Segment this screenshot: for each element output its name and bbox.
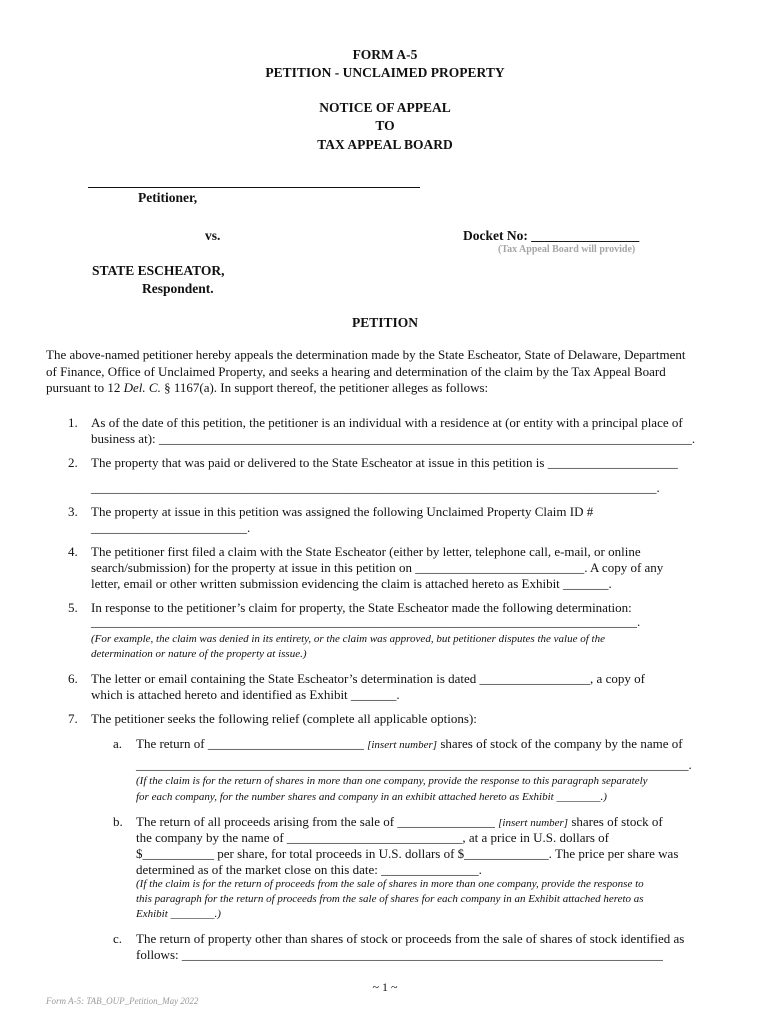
- item-1-line-1: As of the date of this petition, the petitioner is an individual with a residence at (or entity with a principal place of: [91, 415, 683, 430]
- item-2-property-field[interactable]: The property that was paid or delivered to the State Escheator at issue in this petition is ____________________: [91, 455, 678, 470]
- item-6-number: 6.: [68, 671, 78, 686]
- option-a-insert-number: [insert number]: [367, 739, 438, 751]
- intro-line-2: of Finance, Office of Unclaimed Property, and seeks a hearing and determination of the claim by the Tax Appeal Board: [46, 364, 666, 379]
- option-b-company-field[interactable]: the company by the name of ___________________________, at a price in U.S. dollars of: [136, 830, 609, 845]
- option-a-note-2: for each company, for the number shares and company in an exhibit attached hereto as Exhibit ________.): [136, 791, 607, 803]
- item-5-determination-field[interactable]: ____________________________________________________________________________________.: [91, 614, 641, 629]
- notice-of-appeal-title: NOTICE OF APPEAL: [319, 100, 451, 115]
- option-b-date-field[interactable]: determined as of the market close on this date: _______________.: [136, 862, 482, 877]
- option-b-text-end: shares of stock of: [568, 814, 663, 829]
- option-a-letter: a.: [113, 736, 123, 751]
- footer-form-id: Form A-5: TAB_OUP_Petition_May 2022: [46, 996, 199, 1006]
- item-3-claim-id-field[interactable]: ________________________.: [91, 520, 251, 535]
- item-2-property-field-cont[interactable]: _______________________________________________________________________________________.: [91, 480, 660, 495]
- option-a-note-1: (If the claim is for the return of shares in more than one company, provide the response to this paragraph separately: [136, 775, 648, 787]
- option-b-note-2: this paragraph for the return of proceeds from the sale of shares for each company in an Exhibit attached hereto as: [136, 893, 644, 905]
- option-b-insert-number: [insert number]: [498, 817, 569, 829]
- option-b-note-3: Exhibit ________.): [136, 908, 221, 920]
- intro-text-end: § 1167(a). In support thereof, the petitioner alleges as follows:: [160, 380, 489, 395]
- option-a-text: The return of ________________________: [136, 736, 368, 751]
- versus-label: vs.: [205, 228, 221, 243]
- item-1-number: 1.: [68, 415, 78, 430]
- petitioner-label: Petitioner,: [138, 190, 198, 205]
- respondent-label: Respondent.: [142, 281, 214, 296]
- option-a-company-field[interactable]: _____________________________________________________________________________________.: [136, 757, 692, 772]
- item-5-note-2: determination or nature of the property at issue.): [91, 648, 307, 660]
- item-4-exhibit-field[interactable]: letter, email or other written submission evidencing the claim is attached hereto as Exhibit _______.: [91, 576, 612, 591]
- item-5-number: 5.: [68, 600, 78, 615]
- respondent-name: STATE ESCHEATOR,: [92, 263, 225, 278]
- option-b-letter: b.: [113, 814, 123, 829]
- form-title: PETITION - UNCLAIMED PROPERTY: [265, 65, 505, 80]
- item-7-line-1: The petitioner seeks the following relief (complete all applicable options):: [91, 711, 477, 726]
- petitioner-name-line[interactable]: [88, 187, 420, 188]
- option-a-shares-field[interactable]: [136, 736, 683, 752]
- item-1-address-field[interactable]: business at): __________________________________________________________________________________.: [91, 431, 696, 446]
- intro-citation: Del. C.: [123, 380, 161, 395]
- intro-line-1: The above-named petitioner hereby appeals the determination made by the State Escheator, State of Delaware, Department: [46, 347, 686, 362]
- option-b-price-field[interactable]: $___________ per share, for total proceeds in U.S. dollars of $_____________. The price per share was: [136, 846, 679, 861]
- option-b-text: The return of all proceeds arising from the sale of _______________: [136, 814, 499, 829]
- docket-note: (Tax Appeal Board will provide): [498, 244, 636, 255]
- item-4-claim-date-field[interactable]: search/submission) for the property at issue in this petition on __________________________. A copy of any: [91, 560, 664, 575]
- intro-text: pursuant to 12: [46, 380, 124, 395]
- petition-heading: PETITION: [351, 315, 419, 330]
- item-3-line-1: The property at issue in this petition was assigned the following Unclaimed Property Claim ID #: [91, 504, 594, 519]
- item-7-number: 7.: [68, 711, 78, 726]
- option-c-line-1: The return of property other than shares of stock or proceeds from the sale of shares of stock identified as: [136, 931, 685, 946]
- item-4-number: 4.: [68, 544, 78, 559]
- option-b-note-1: (If the claim is for the return of proceeds from the sale of shares in more than one company, provide the response to: [136, 878, 644, 890]
- option-c-property-field[interactable]: follows: __________________________________________________________________________: [136, 947, 663, 962]
- option-c-letter: c.: [113, 931, 123, 946]
- intro-line-3: [46, 380, 488, 396]
- form-id: FORM A-5: [352, 47, 418, 62]
- item-4-line-1: The petitioner first filed a claim with the State Escheator (either by letter, telephone call, e-mail, or online: [91, 544, 641, 559]
- docket-number-field[interactable]: Docket No: ________________: [463, 228, 640, 243]
- page-number: ~ 1 ~: [372, 980, 398, 994]
- notice-to: TO: [375, 118, 395, 133]
- option-a-text-end: shares of stock of the company by the name of: [437, 736, 683, 751]
- item-6-date-field[interactable]: The letter or email containing the State Escheator’s determination is dated _________________, a copy of: [91, 671, 645, 686]
- item-6-exhibit-field[interactable]: which is attached hereto and identified as Exhibit _______.: [91, 687, 400, 702]
- item-5-note-1: (For example, the claim was denied in its entirety, or the claim was approved, but petitioner disputes the value of the: [91, 633, 605, 645]
- item-2-number: 2.: [68, 455, 78, 470]
- item-3-number: 3.: [68, 504, 78, 519]
- option-b-shares-field[interactable]: [136, 814, 663, 830]
- item-5-line-1: In response to the petitioner’s claim for property, the State Escheator made the following determination:: [91, 600, 632, 615]
- board-name: TAX APPEAL BOARD: [317, 137, 453, 152]
